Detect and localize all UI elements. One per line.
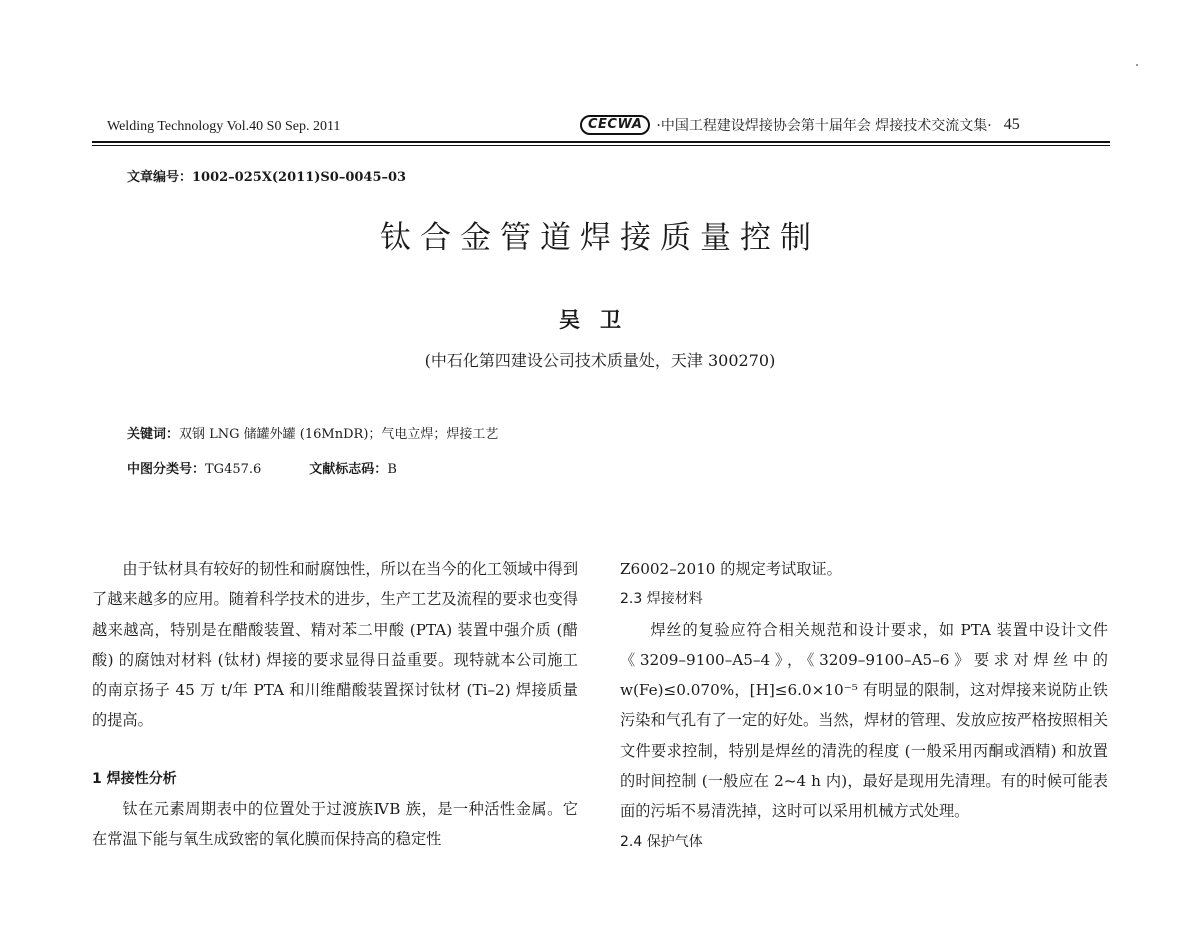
paragraph-weldability: 钛在元素周期表中的位置处于过渡族ⅣB 族，是一种活性金属。它在常温下能与氧生成致密的氧化膜而保持高的稳定性 bbox=[92, 800, 578, 849]
clc-label: 中图分类号： bbox=[127, 462, 206, 477]
keywords-label: 关键词： bbox=[127, 427, 180, 442]
clc-value: TG457.6 bbox=[205, 462, 262, 477]
doc-code-value: B bbox=[387, 462, 397, 477]
header-rule-thick bbox=[92, 141, 1110, 143]
running-header-journal: Welding Technology Vol.40 S0 Sep. 2011 bbox=[107, 119, 341, 134]
doc-code-label: 文献标志码： bbox=[309, 462, 388, 477]
article-number: 文章编号：1002–025X(2011)S0–0045–03 bbox=[127, 170, 407, 185]
keywords bbox=[127, 423, 498, 442]
keywords-text: 双钢 LNG 储罐外罐 (16MnDR)；气电立焊；焊接工艺 bbox=[179, 427, 499, 442]
paragraph-intro: 由于钛材具有较好的韧性和耐腐蚀性，所以在当今的化工领域中得到了越来越多的应用。随着科学技术的进步，生产工艺及流程的要求也变得越来越高，特别是在醋酸装置、精对苯二甲酸 (PTA) 装置中强介质 (醋酸) 的腐蚀对材料 (钛材) 焊接的要求显得日益重要。现特就本公司施工的南京扬子 45 万 t/年 PTA 和川维醋酸装置探讨钛材 (Ti–2) 焊接质量的提高。 bbox=[92, 560, 579, 730]
paragraph-continued: Z6002–2010 的规定考试取证。 bbox=[620, 560, 842, 578]
affiliation: (中石化第四建设公司技术质量处，天津 300270) bbox=[424, 351, 776, 370]
author: 吴卫 bbox=[559, 307, 641, 332]
scan-speck bbox=[1136, 64, 1138, 66]
body-column-right bbox=[620, 554, 1108, 857]
running-header-right bbox=[580, 115, 1020, 135]
section-heading-1: 1 焊接性分析 bbox=[92, 770, 177, 787]
cecwa-logo: CECWA bbox=[580, 115, 650, 135]
page-number: 45 bbox=[1003, 116, 1020, 133]
classification-line bbox=[127, 458, 397, 477]
running-header-series: ·中国工程建设焊接协会第十届年会 焊接技术交流文集· bbox=[656, 118, 992, 134]
header-rule-thin bbox=[92, 145, 1110, 146]
paragraph-welding-materials: 焊丝的复验应符合相关规范和设计要求，如 PTA 装置中设计文件《3209–9100–A5–4》，《3209–9100–A5–6》要求对焊丝中的 w(Fe)≤0.070%，[H]≤6.0×10⁻⁵ 有明显的限制，这对焊接来说防止铁污染和气孔有了一定的好处。当然，焊材的管理、发放应按严格按照相关文件要求控制，特别是焊丝的清洗的程度 (一般采用丙酮或酒精) 和放置的时间控制 (一般应在 2~4 h 内)，最好是现用先清理。有的时候可能表面的污垢不易清洗掉，这时可以采用机械方式处理。 bbox=[620, 620, 1108, 821]
paper-title: 钛合金管道焊接质量控制 bbox=[380, 220, 820, 256]
section-heading-2-3: 2.3 焊接材料 bbox=[620, 591, 703, 608]
body-column-left bbox=[92, 554, 578, 855]
section-heading-2-4: 2.4 保护气体 bbox=[620, 833, 703, 850]
